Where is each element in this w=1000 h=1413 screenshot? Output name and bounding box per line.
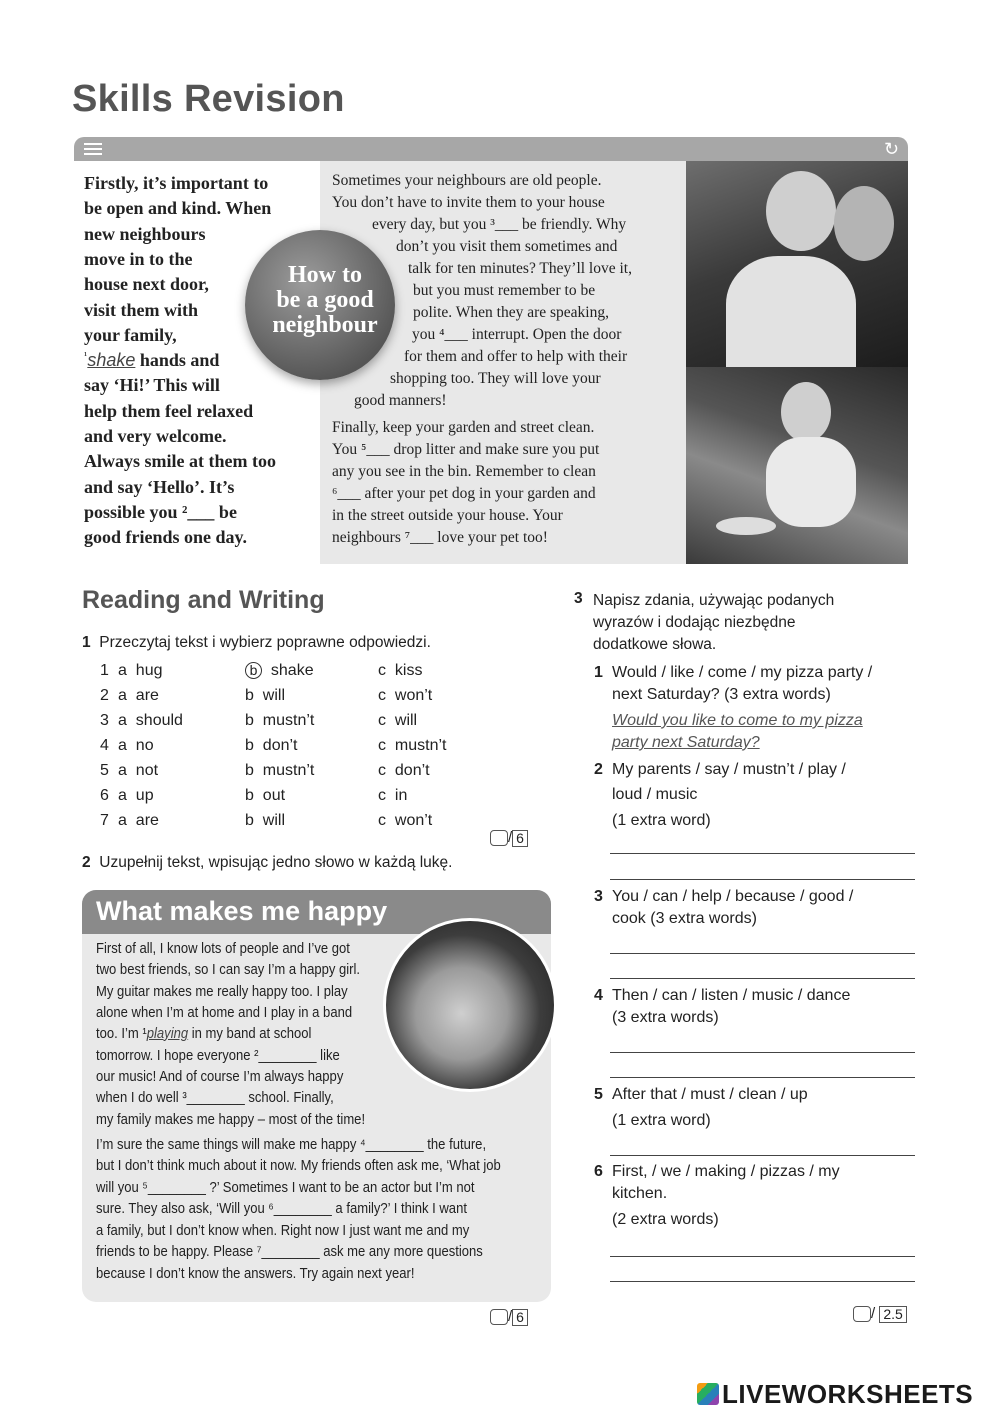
score-max: 6	[512, 830, 528, 847]
text-line: First of all, I know lots of people and I’ve got	[96, 941, 350, 957]
option-text: mustn’t	[262, 762, 315, 779]
answer-line[interactable]	[610, 1052, 915, 1053]
exercise-number: 2	[82, 854, 91, 871]
exercise-3-number: 3	[574, 590, 583, 607]
item-number: 4	[594, 987, 603, 1004]
option-row-number: 6	[100, 787, 109, 804]
article-line: any you see in the bin. Remember to clean	[332, 463, 596, 480]
menu-icon[interactable]	[84, 143, 102, 155]
instruction-line: dodatkowe słowa.	[593, 636, 717, 653]
article-title-line: How to	[288, 262, 362, 288]
score-input[interactable]	[490, 1309, 508, 1325]
option-text: in	[394, 787, 408, 804]
item-prompt: kitchen.	[612, 1185, 668, 1202]
option-letter: c	[378, 812, 386, 829]
photo-neighbours-door	[686, 161, 908, 367]
text-line: two best friends, so I can say I’m a happy girl.	[96, 962, 361, 978]
option-letter: a	[118, 712, 127, 729]
article-line: neighbours ⁷___ love your pet too!	[332, 529, 548, 546]
option-row-number: 1	[100, 662, 109, 679]
answer-example: shake	[87, 350, 136, 370]
answer-example: party next Saturday?	[612, 734, 760, 751]
article-line: but you must remember to be	[413, 282, 596, 299]
item-prompt: You / can / help / because / good /	[612, 888, 854, 905]
answer-line[interactable]	[610, 1256, 915, 1257]
article-toolbar	[74, 137, 908, 161]
score-separator: /	[871, 1305, 876, 1322]
article-line: You ⁵___ drop litter and make sure you put	[332, 441, 600, 458]
article-line: don’t you visit them sometimes and	[396, 238, 618, 255]
exercise-number: 1	[82, 634, 91, 651]
option-text: up	[135, 787, 154, 804]
item-number: 3	[594, 888, 603, 905]
option-text: will	[262, 687, 286, 704]
option-text: will	[262, 812, 286, 829]
article-line: hands and	[139, 350, 220, 370]
article-line: talk for ten minutes? They’ll love it,	[408, 260, 632, 277]
article-title-line: be a good	[276, 287, 374, 313]
photo-boy-garden	[686, 367, 908, 564]
option-letter: b	[245, 762, 254, 779]
option-row-number: 2	[100, 687, 109, 704]
article-line: You don’t have to invite them to your house	[332, 194, 605, 211]
item-prompt: After that / must / clean / up	[612, 1086, 808, 1103]
item-prompt: loud / music	[612, 786, 698, 803]
instruction-text: Przeczytaj tekst i wybierz poprawne odpowiedzi.	[99, 634, 431, 651]
refresh-icon[interactable]: ↻	[884, 139, 900, 159]
text-line: when I do well ³________ school. Finally,	[96, 1090, 334, 1106]
score-max: 6	[512, 1309, 528, 1326]
option-c[interactable]	[378, 737, 446, 755]
article-line: every day, but you ³___ be friendly. Why	[372, 216, 627, 233]
text-line: friends to be happy. Please ⁷________ ask me any more questions	[96, 1244, 483, 1260]
text-line: my family makes me happy – most of the time!	[96, 1112, 366, 1128]
option-b[interactable]	[245, 687, 285, 705]
instruction-line: wyrazów i dodając niezbędne	[593, 614, 796, 631]
article-line: polite. When they are speaking,	[413, 304, 609, 321]
option-c[interactable]	[378, 812, 432, 830]
text-box-title: What makes me happy	[96, 896, 388, 926]
option-row-number: 7	[100, 812, 109, 829]
score-separator: /	[508, 829, 513, 846]
item-prompt: First, / we / making / pizzas / my	[612, 1163, 840, 1180]
option-a[interactable]	[118, 812, 159, 830]
text-line: I’m sure the same things will make me happy ⁴________ the future,	[96, 1137, 487, 1153]
answer-line[interactable]	[610, 1281, 915, 1282]
option-a[interactable]	[118, 687, 159, 705]
article-line: ⁶___ after your pet dog in your garden and	[332, 485, 596, 502]
exercise-2-score	[490, 1308, 528, 1326]
option-b[interactable]	[245, 762, 314, 780]
text-line: but I don’t think much about it now. My friends often ask me, ‘What job	[96, 1158, 501, 1174]
exercise-2-instruction	[82, 854, 452, 872]
article-line: new neighbours	[84, 224, 206, 244]
option-c[interactable]	[378, 787, 407, 805]
article-line: your family,	[84, 325, 177, 345]
article-line: be open and kind. When	[84, 198, 272, 218]
article-line: Finally, keep your garden and street clean.	[332, 419, 595, 436]
option-text: should	[135, 712, 183, 729]
option-text: hug	[135, 662, 163, 679]
item-number: 5	[594, 1086, 603, 1103]
article-line-with-answer	[84, 350, 219, 371]
option-text: are	[135, 687, 159, 704]
text-fragment: in my band at school	[191, 1026, 312, 1042]
item-number: 2	[594, 761, 603, 778]
answer-line[interactable]	[610, 853, 915, 854]
page-title: Skills Revision	[72, 78, 345, 120]
option-text: mustn’t	[394, 737, 447, 754]
option-b[interactable]	[245, 662, 314, 680]
article-line: shopping too. They will love your	[390, 370, 601, 387]
article-line: possible you ²___ be	[84, 502, 237, 522]
option-row-number: 3	[100, 712, 109, 729]
article-line: in the street outside your house. Your	[332, 507, 563, 524]
option-text: not	[135, 762, 159, 779]
option-letter: c	[378, 737, 386, 754]
article-title-line: neighbour	[272, 312, 378, 338]
text-fragment: too. I’m ¹	[96, 1026, 147, 1042]
article-line: Firstly, it’s important to	[84, 173, 269, 193]
option-a[interactable]	[118, 762, 158, 780]
exercise-3-score	[853, 1305, 907, 1323]
item-prompt: next Saturday? (3 extra words)	[612, 686, 831, 703]
option-b[interactable]	[245, 737, 298, 755]
option-c[interactable]	[378, 712, 417, 730]
selected-option-letter: b	[245, 662, 262, 679]
article-line: and say ‘Hello’. It’s	[84, 477, 235, 497]
option-letter: a	[118, 787, 127, 804]
option-letter: b	[245, 812, 254, 829]
answer-line[interactable]	[610, 1155, 915, 1156]
answer-line[interactable]	[610, 879, 915, 880]
text-line: sure. They also ask, ‘Will you ⁶________ a family?’ I think I want	[96, 1201, 467, 1217]
score-input[interactable]	[490, 830, 508, 846]
item-number: 6	[594, 1163, 603, 1180]
option-text: mustn’t	[262, 712, 315, 729]
article-line: Sometimes your neighbours are old people.	[332, 172, 602, 189]
answer-example: Would you like to come to my pizza	[612, 712, 863, 729]
photo-girl	[383, 918, 557, 1092]
answer-line[interactable]	[610, 1077, 915, 1078]
instruction-text: Uzupełnij tekst, wpisując jedno słowo w każdą lukę.	[99, 854, 453, 871]
text-line: our music! And of course I’m always happy	[96, 1069, 344, 1085]
option-letter: c	[378, 687, 386, 704]
article-line: good manners!	[354, 392, 447, 409]
exercise-3-instruction	[593, 590, 834, 656]
text-line: My guitar makes me really happy too. I play	[96, 984, 348, 1000]
option-letter: b	[245, 712, 254, 729]
article-title	[245, 263, 405, 338]
option-letter: a	[118, 762, 127, 779]
option-text: won’t	[394, 812, 433, 829]
brand-text: LIVEWORKSHEETS	[722, 1379, 974, 1409]
item-prompt: (1 extra word)	[612, 1112, 711, 1129]
article-line: say ‘Hi!’ This will	[84, 375, 220, 395]
text-line: will you ⁵________ ?’ Sometimes I want to be an actor but I’m not	[96, 1180, 475, 1196]
exercise-1-instruction	[82, 634, 431, 652]
article-line: Always smile at them too	[84, 451, 276, 471]
text-line: alone when I’m at home and I play in a band	[96, 1005, 353, 1021]
option-letter: c	[378, 662, 386, 679]
option-text: won’t	[394, 687, 433, 704]
answer-example: playing	[146, 1026, 189, 1042]
article-line: move in to the	[84, 249, 193, 269]
option-letter: b	[245, 787, 254, 804]
brand-logo	[697, 1379, 973, 1410]
option-b[interactable]	[245, 812, 285, 830]
item-prompt: (2 extra words)	[612, 1211, 719, 1228]
option-text: kiss	[394, 662, 423, 679]
option-row-number: 4	[100, 737, 109, 754]
article-line: good friends one day.	[84, 527, 248, 547]
option-letter: a	[118, 687, 127, 704]
item-prompt: (3 extra words)	[612, 1009, 719, 1026]
option-letter: a	[118, 737, 127, 754]
option-a[interactable]	[118, 737, 154, 755]
option-c[interactable]	[378, 687, 432, 705]
exercise-1-score	[490, 829, 528, 847]
option-letter: b	[245, 737, 254, 754]
article-line: and very welcome.	[84, 426, 227, 446]
option-b[interactable]	[245, 712, 314, 730]
article-line: visit them with	[84, 300, 198, 320]
text-line: tomorrow. I hope everyone ²________ like	[96, 1048, 340, 1064]
article-line: for them and offer to help with their	[404, 348, 628, 365]
score-separator: /	[508, 1308, 513, 1325]
option-letter: c	[378, 787, 386, 804]
article-line: help them feel relaxed	[84, 401, 254, 421]
item-prompt: cook (3 extra words)	[612, 910, 757, 927]
option-letter: c	[378, 762, 386, 779]
text-line: a family, but I don’t know when. Right now I just want me and my	[96, 1223, 470, 1239]
liveworksheets-logo-icon	[697, 1383, 719, 1405]
option-a[interactable]	[118, 787, 154, 805]
item-number: 1	[594, 664, 603, 681]
option-text: are	[135, 812, 159, 829]
option-text: don’t	[394, 762, 430, 779]
option-c[interactable]	[378, 662, 422, 680]
option-c[interactable]	[378, 762, 430, 780]
text-line: because I don’t know the answers. Try again next year!	[96, 1266, 415, 1282]
option-text: don’t	[262, 737, 298, 754]
score-input[interactable]	[853, 1306, 871, 1322]
option-letter: a	[118, 812, 127, 829]
gap-number: ¹	[84, 350, 88, 362]
text-line-with-answer	[96, 1026, 311, 1042]
article-line: house next door,	[84, 274, 209, 294]
answer-line[interactable]	[610, 978, 915, 979]
option-letter: c	[378, 712, 386, 729]
option-letter: a	[118, 662, 127, 679]
option-text: no	[135, 737, 154, 754]
score-max: 2.5	[879, 1306, 906, 1323]
item-prompt: My parents / say / mustn’t / play /	[612, 761, 846, 778]
option-b[interactable]	[245, 787, 285, 805]
option-text: shake	[270, 662, 314, 679]
instruction-line: Napisz zdania, używając podanych	[593, 592, 835, 609]
item-prompt: Then / can / listen / music / dance	[612, 987, 851, 1004]
option-text: out	[262, 787, 286, 804]
answer-line[interactable]	[610, 953, 915, 954]
option-row-number: 5	[100, 762, 109, 779]
option-letter: b	[245, 687, 254, 704]
option-text: will	[394, 712, 418, 729]
option-a[interactable]	[118, 662, 163, 680]
option-a[interactable]	[118, 712, 183, 730]
section-heading: Reading and Writing	[82, 586, 325, 614]
item-prompt: Would / like / come / my pizza party /	[612, 664, 873, 681]
item-prompt: (1 extra word)	[612, 812, 711, 829]
article-line: you ⁴___ interrupt. Open the door	[412, 326, 622, 343]
